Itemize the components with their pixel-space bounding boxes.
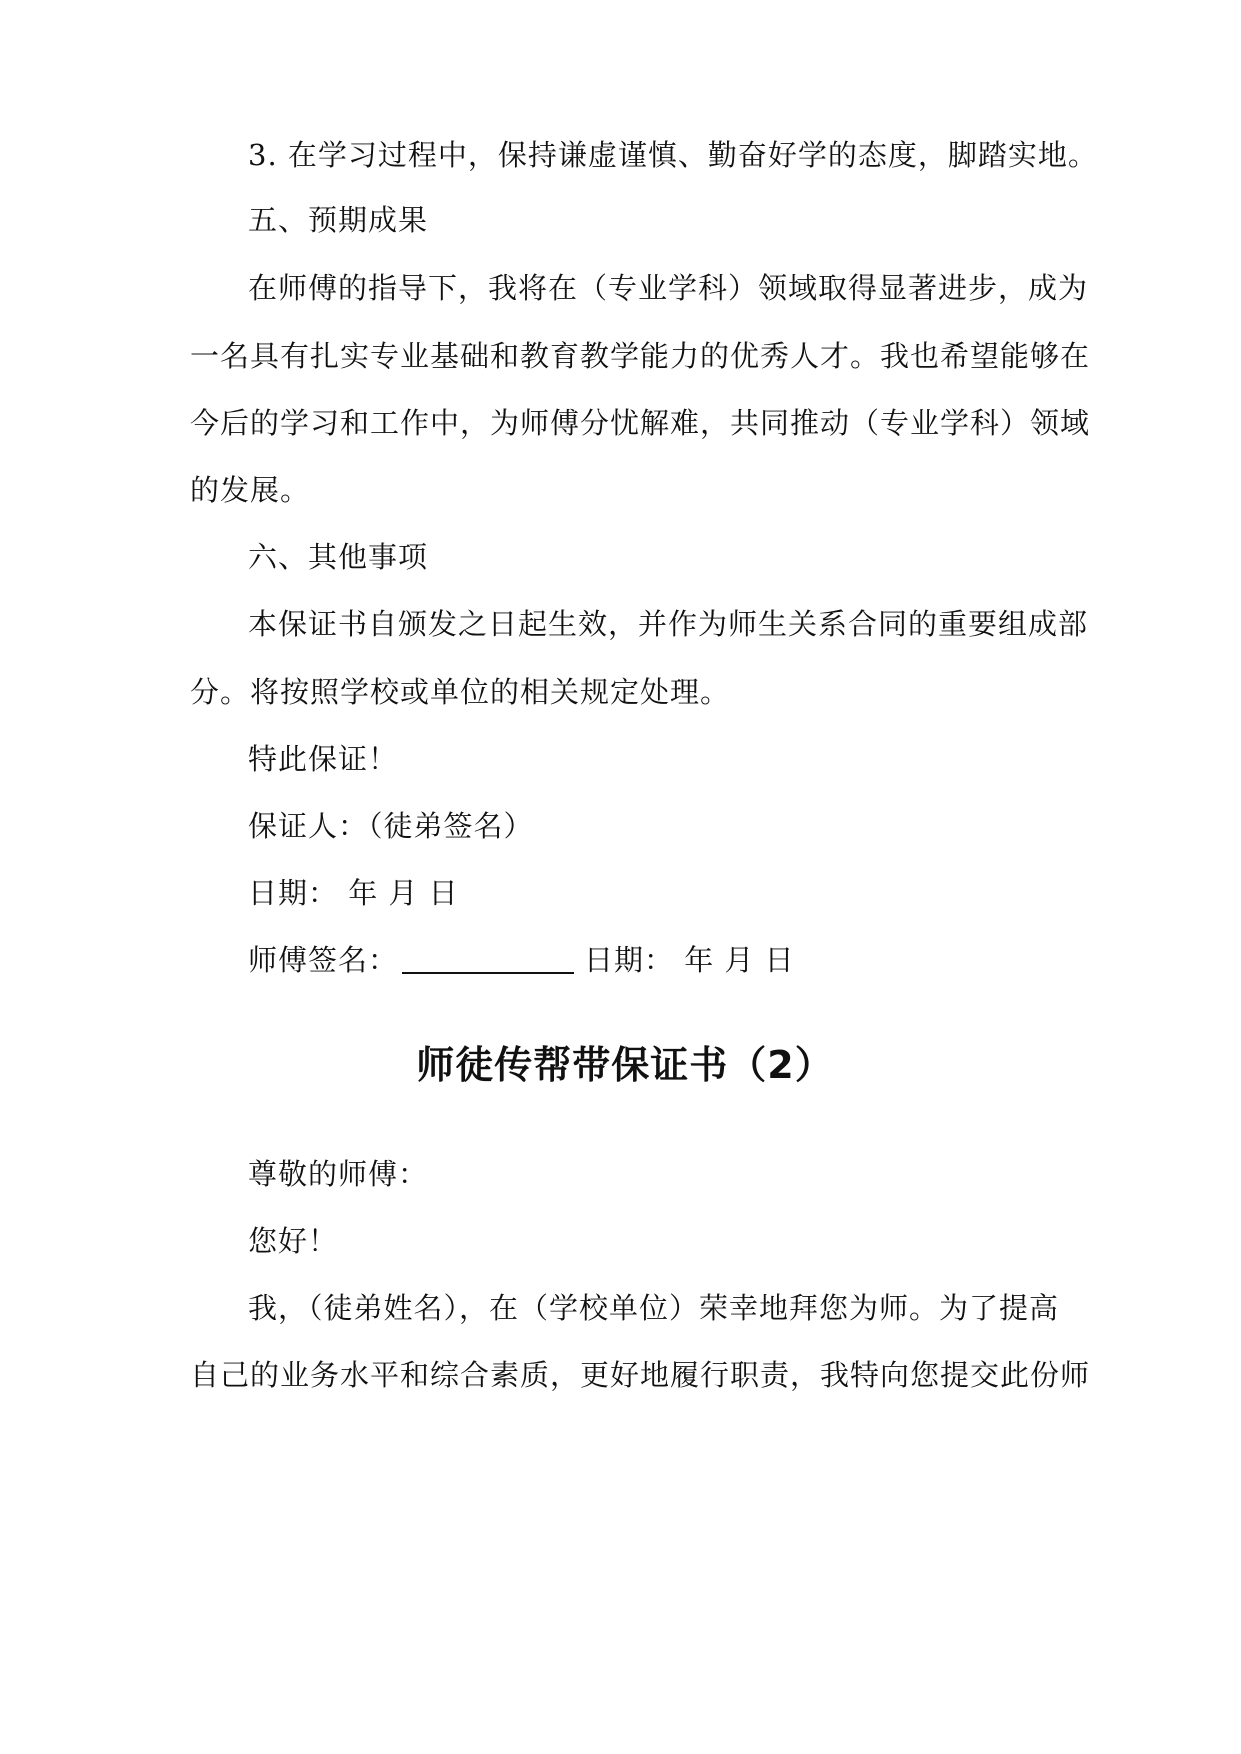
master-date-label: 日期： 年 月 日 — [584, 943, 795, 977]
intro-line-1: 我，（徒弟姓名），在（学校单位）荣幸地拜您为师。为了提高 — [248, 1291, 1060, 1325]
section-5-line-2: 一名具有扎实专业基础和教育教学能力的优秀人才。我也希望能够在 — [190, 339, 1091, 373]
section-5-line-4: 的发展。 — [190, 473, 311, 507]
item-3-text: 3. 在学习过程中，保持谦虚谨慎、勤奋好学的态度，脚踏实地。 — [248, 138, 1098, 172]
section-5-line-3: 今后的学习和工作中，为师傅分忧解难，共同推动（专业学科）领域 — [190, 406, 1091, 440]
guarantor-line: 保证人：（徒弟签名） — [248, 809, 534, 843]
section-5-heading: 五、预期成果 — [248, 203, 429, 237]
closing-text: 特此保证！ — [248, 742, 399, 776]
salutation: 尊敬的师傅： — [248, 1157, 429, 1191]
intro-line-2: 自己的业务水平和综合素质，更好地履行职责，我特向您提交此份师 — [190, 1358, 1091, 1392]
master-signature-label: 师傅签名： — [248, 943, 399, 977]
date-line: 日期： 年 月 日 — [248, 876, 459, 910]
section-6-line-1: 本保证书自颁发之日起生效，并作为师生关系合同的重要组成部 — [248, 607, 1089, 641]
section-5-line-1: 在师傅的指导下，我将在（专业学科）领域取得显著进步，成为 — [248, 271, 1089, 305]
section-6-line-2: 分。将按照学校或单位的相关规定处理。 — [190, 675, 731, 709]
section-6-heading: 六、其他事项 — [248, 540, 429, 574]
master-signature-blank — [402, 942, 574, 974]
master-signature-row — [248, 940, 1060, 980]
document-title-2: 师徒传帮带保证书（2） — [416, 1043, 834, 1087]
greeting: 您好！ — [248, 1224, 339, 1258]
